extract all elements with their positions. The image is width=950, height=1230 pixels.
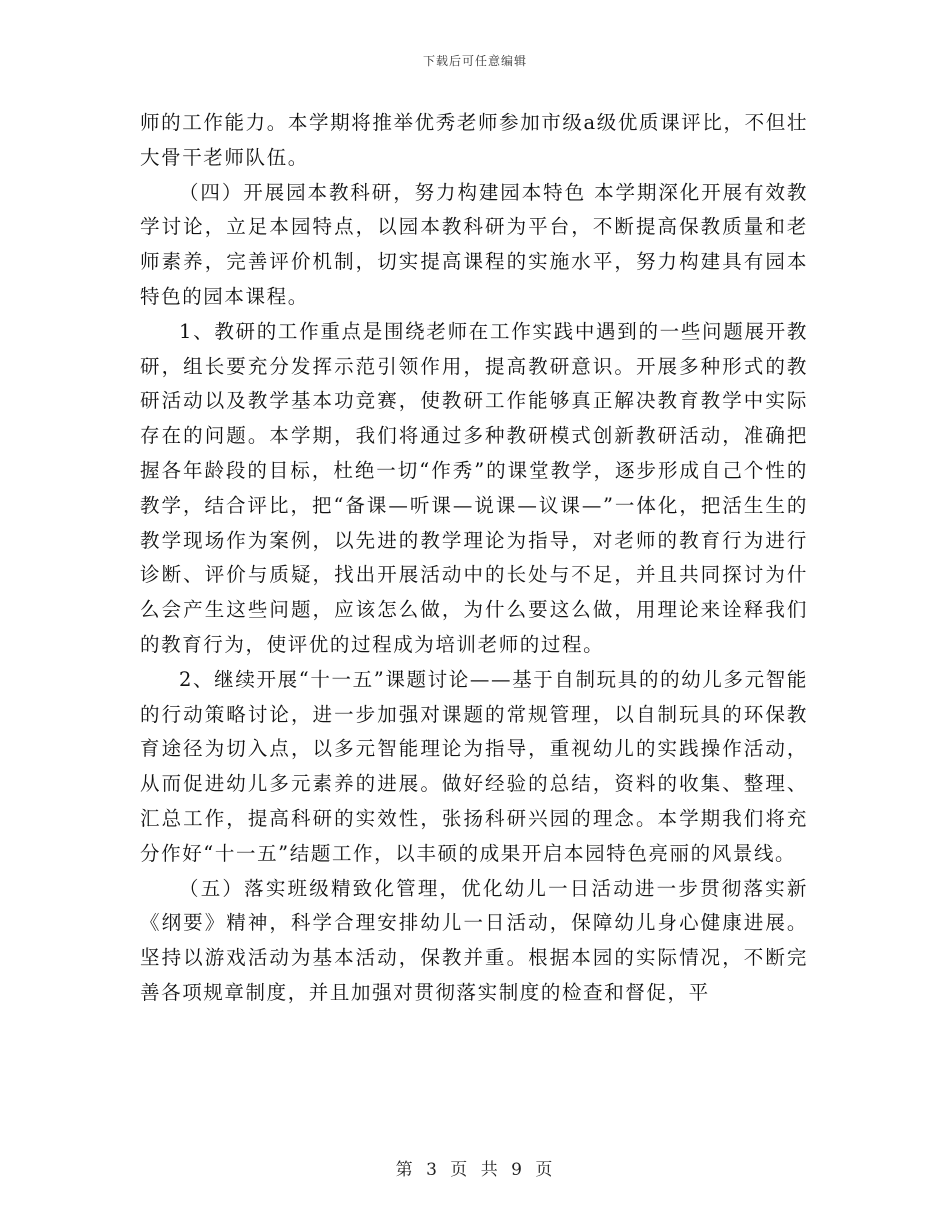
document-body	[140, 106, 808, 1011]
paragraph-continuation: 师的工作能力。本学期将推举优秀老师参加市级a级优质课评比，不但壮大骨干老师队伍。	[140, 111, 808, 169]
paragraph-section-five: （五）落实班级精致化管理，优化幼儿一日活动进一步贯彻落实新《纲要》精神，科学合理安排幼儿一日活动，保障幼儿身心健康进展。坚持以游戏活动为基本活动，保教并重。根据本园的实际情况，不断完善各项规章制度，并且加强对贯彻落实制度的检查和督促，平	[140, 876, 808, 1004]
paragraph-item-two: 2、继续开展“十一五”课题讨论——基于自制玩具的的幼儿多元智能的行动策略讨论，进一步加强对课题的常规管理，以自制玩具的环保教育途径为切入点，以多元智能理论为指导，重视幼儿的实践操作活动，从而促进幼儿多元素养的进展。做好经验的总结，资料的收集、整理、汇总工作，提高科研的实效性，张扬科研兴园的理念。本学期我们将充分作好“十一五”结题工作，以丰硕的成果开启本园特色亮丽的风景线。	[140, 667, 808, 865]
page-footer: 第 3 页 共 9 页	[395, 1160, 555, 1180]
page-header: 下载后可任意编辑	[422, 54, 527, 68]
paragraph-section-four: （四）开展园本教科研，努力构建园本特色 本学期深化开展有效教学讨论，立足本园特点，以园本教科研为平台，不断提高保教质量和老师素养，完善评价机制，切实提高课程的实施水平，努力构建具有园本特色的园本课程。	[140, 180, 808, 308]
paragraph-item-one: 1、教研的工作重点是围绕老师在工作实践中遇到的一些问题展开教研，组长要充分发挥示范引领作用，提高教研意识。开展多种形式的教研活动以及教学基本功竞赛，使教研工作能够真正解决教育教学中实际存在的问题。本学期，我们将通过多种教研模式创新教研活动，准确把握各年龄段的目标，杜绝一切“作秀”的课堂教学，逐步形成自己个性的教学，结合评比，把“备课—听课—说课—议课—”一体化，把活生生的教学现场作为案例，以先进的教学理论为指导，对老师的教育行为进行诊断、评价与质疑，找出开展活动中的长处与不足，并且共同探讨为什么会产生这些问题，应该怎么做，为什么要这么做，用理论来诠释我们的教育行为，使评优的过程成为培训老师的过程。	[140, 319, 808, 656]
